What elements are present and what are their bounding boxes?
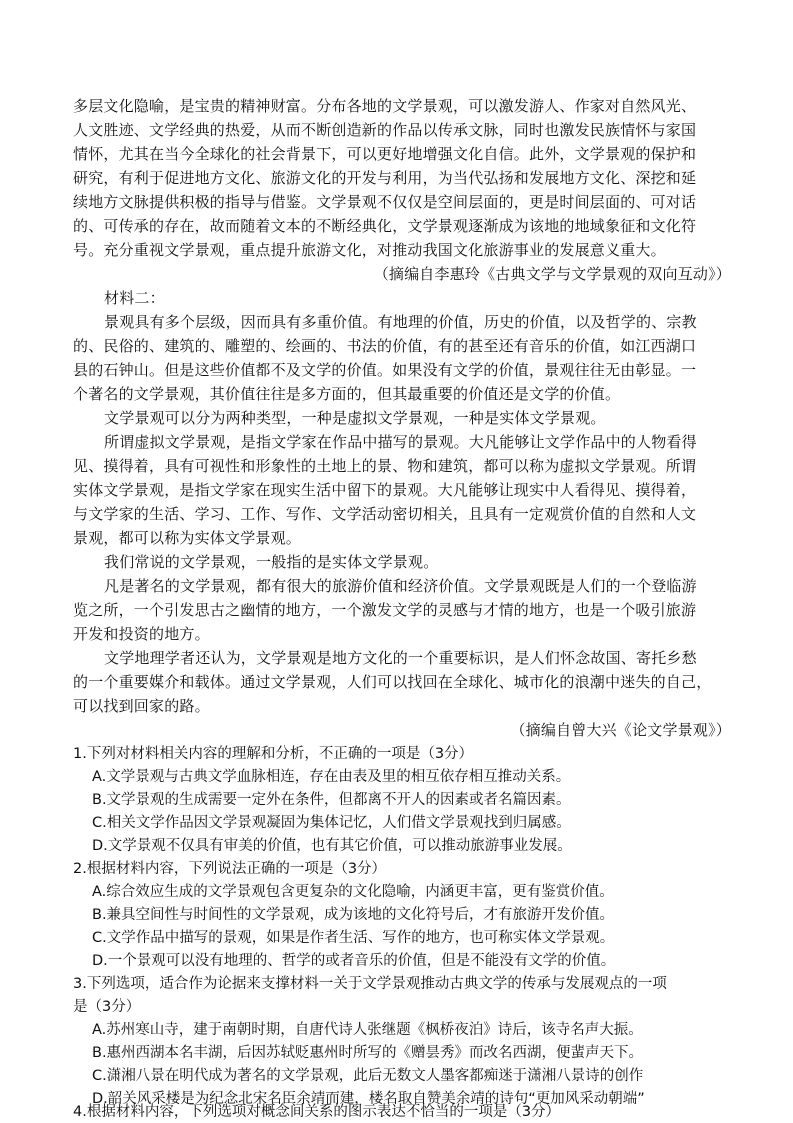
passage-line: 的、民俗的、建筑的、雕塑的、绘画的、书法的价值，有的甚至还有音乐的价值，如江西湖口 (73, 337, 697, 355)
passage-line: 研究，有利于促进地方文化、旅游文化的开发与利用，为当代弘扬和发展地方文化、深挖和延 (73, 169, 697, 187)
question-1-option-b[interactable]: B.文学景观的生成需要一定外在条件，但都离不开人的因素或者名篇因素。 (92, 792, 571, 808)
passage-line: 文学景观可以分为两种类型，一种是虚拟文学景观，一种是实体文学景观。 (104, 409, 606, 427)
question-2-option-b[interactable]: B.兼具空间性与时间性的文学景观，成为该地的文化符号后，才有旅游开发价值。 (92, 907, 615, 923)
question-2-option-c[interactable]: C.文学作品中描写的景观，如果是作者生活、写作的地方，也可称实体文学景观。 (92, 930, 615, 946)
passage-line: 续地方文脉提供积极的指导与借鉴。文学景观不仅仅是空间层面的，更是时间层面的、可对话 (73, 193, 697, 211)
passage-line: 个著名的文学景观，其价值往往是多方面的，但其最重要的价值还是文学的价值。 (73, 385, 621, 403)
source-citation-2: （摘编自曾大兴《论文学景观》） (510, 721, 731, 739)
passage-line: 的、可传承的存在，故而随着文本的不断经典化，文学景观逐渐成为该地的地域象征和文化符 (73, 217, 697, 235)
passage-line: 我们常说的文学景观，一般指的是实体文学景观。 (104, 553, 439, 571)
question-2-stem: 2.根据材料内容，下列说法正确的一项是（3分） (73, 861, 387, 877)
passage-line: 人文胜迹、文学经典的热爱，从而不断创造新的作品以传承文脉，同时也激发民族情怀与家国 (73, 121, 697, 139)
source-citation-1: （摘编自李惠玲《古典文学与文学景观的双向互动》） (373, 265, 731, 283)
passage-line: 号。充分重视文学景观，重点提升旅游文化，对推动我国文化旅游事业的发展意义重大。 (73, 241, 666, 259)
passage-line: 景观，都可以称为实体文学景观。 (73, 529, 302, 547)
question-3-stem-cont: 是（3分） (73, 999, 141, 1015)
question-2-option-a[interactable]: A.综合效应生成的文学景观包含更复杂的文化隐喻，内涵更丰富，更有鉴赏价值。 (92, 884, 614, 900)
question-3-option-d[interactable]: D.韶关风采楼是为纪念北宋名臣余靖而建，楼名取自赞美余靖的诗句“更加风采动朝端” (92, 1091, 645, 1107)
question-1-option-c[interactable]: C.相关文学作品因文学景观凝固为集体记忆，人们借文学景观找到归属感。 (92, 815, 571, 831)
passage-line: 可以找到回家的路。 (73, 697, 210, 715)
passage-line: 与文学家的生活、学习、工作、写作、文学活动密切相关，且具有一定观赏价值的自然和人文 (73, 505, 697, 523)
passage-line: 开发和投资的地方。 (73, 625, 210, 643)
passage-line: 见、摸得着，具有可视性和形象性的土地上的景、物和建筑，都可以称为虚拟文学景观。所谓 (73, 457, 697, 475)
question-1-option-a[interactable]: A.文学景观与古典文学血脉相连，存在由表及里的相互依存相互推动关系。 (92, 769, 571, 785)
question-3-option-a[interactable]: A.苏州寒山寺，建于南朝时期，自唐代诗人张继题《枫桥夜泊》诗后，该寺名声大振。 (92, 1022, 643, 1038)
question-3-option-c[interactable]: C.潇湘八景在明代成为著名的文学景观，此后无数文人墨客都痴迷于潇湘八景诗的创作 (92, 1068, 644, 1084)
passage-line: 多层文化隐喻，是宝贵的精神财富。分布各地的文学景观，可以激发游人、作家对自然风光、 (73, 97, 697, 115)
question-1-option-d[interactable]: D.文学景观不仅具有审美的价值，也有其它价值，可以推动旅游事业发展。 (92, 838, 572, 854)
passage-line: 览之所，一个引发思古之幽情的地方，一个激发文学的灵感与才情的地方，也是一个吸引旅游 (73, 601, 697, 619)
passage-line: 实体文学景观，是指文学家在现实生活中留下的景观。大凡能够让现实中人看得见、摸得着， (73, 481, 697, 499)
material-2-label: 材料二： (104, 289, 165, 307)
question-1-stem: 1.下列对材料相关内容的理解和分析，不正确的一项是（3分） (73, 746, 474, 762)
passage-line: 县的石钟山。但是这些价值都不及文学的价值。如果没有文学的价值，景观往往无由彰显。一 (73, 361, 697, 379)
passage-line: 的一个重要媒介和载体。通过文学景观，人们可以找回在全球化、城市化的浪潮中迷失的自己， (73, 673, 712, 691)
question-3-option-b[interactable]: B.惠州西湖本名丰湖，后因苏轼贬惠州时所写的《赠昙秀》而改名西湖，便蜚声天下。 (92, 1045, 644, 1061)
passage-line: 凡是著名的文学景观，都有很大的旅游价值和经济价值。文学景观既是人们的一个登临游 (104, 577, 697, 595)
question-2-option-d[interactable]: D.一个景观可以没有地理的、哲学的或者音乐的价值，但是不能没有文学的价值。 (92, 953, 616, 969)
question-4-stem: 4.根据材料内容，下列选项对概念间关系的图示表达不恰当的一项是（3分） (73, 1104, 561, 1120)
question-3-stem: 3.下列选项，适合作为论据来支撑材料一关于文学景观推动古典文学的传承与发展观点的一项 (73, 976, 667, 992)
passage-line: 所谓虚拟文学景观，是指文学家在作品中描写的景观。大凡能够让文学作品中的人物看得 (104, 433, 697, 451)
passage-line: 景观具有多个层级，因而具有多重价值。有地理的价值，历史的价值，以及哲学的、宗教 (104, 313, 697, 331)
passage-line: 情怀，尤其在当今全球化的社会背景下，可以更好地增强文化自信。此外，文学景观的保护和 (73, 145, 697, 163)
passage-line: 文学地理学者还认为，文学景观是地方文化的一个重要标识，是人们怀念故国、寄托乡愁 (104, 649, 697, 667)
